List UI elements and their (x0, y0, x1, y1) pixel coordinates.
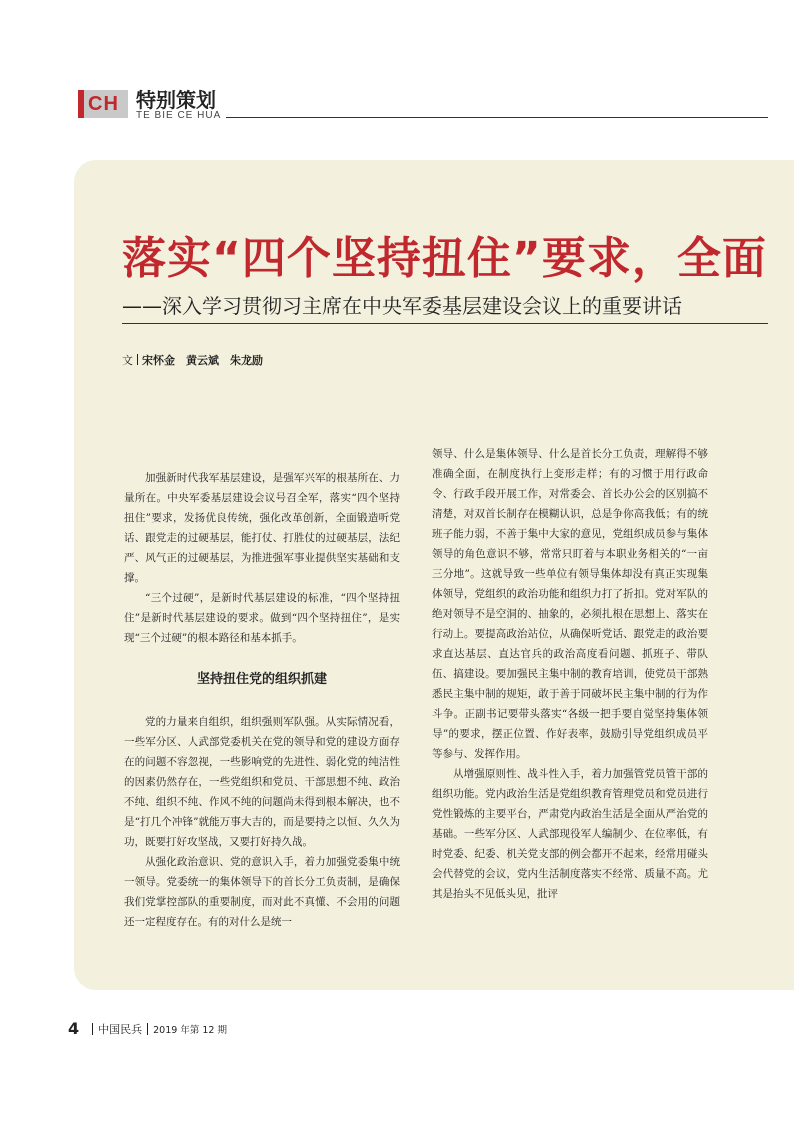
article-subheadline: ——深入学习贯彻习主席在中央军委基层建设会议上的重要讲话 (122, 294, 682, 318)
paragraph: 党的力量来自组织，组织强则军队强。从实际情况看，一些军分区、人武部党委机关在党的领导和党的建设方面存在的问题不容忽视，一些影响党的先进性、弱化党的纯洁性的因素仍然存在，一些党组织和党员、干部思想不纯、政治不纯、组织不纯、作风不纯的问题尚未得到根本解决，也不是“打几个冲锋”就能万事大吉的，而是要持之以恒、久久为功，既要打好攻坚战，又要打好持久战。 (124, 716, 400, 848)
byline (122, 352, 263, 368)
section-pinyin: TE BIE CE HUA (136, 110, 222, 121)
body-column-left (124, 468, 400, 932)
paragraph: “三个过硬”，是新时代基层建设的标准，“四个坚持扭住”是新时代基层建设的要求。做到“四个坚持扭住”，是实现“三个过硬”的根本路径和基本抓手。 (124, 592, 400, 644)
subheadline-rule (122, 323, 768, 324)
article-headline: 落实“四个坚持扭住”要求，全面 (122, 233, 767, 284)
footer-separator (92, 1023, 93, 1035)
body-column-right (432, 444, 708, 904)
issue-label: 2019 年第 12 期 (153, 1025, 227, 1036)
paragraph: 从增强原则性、战斗性入手，着力加强管党员管干部的组织功能。党内政治生活是党组织教育管理党员和党员进行党性锻炼的主要平台，严肃党内政治生活是全面从严治党的基础。一些军分区、人武部现役军人编制少、在位率低，有时党委、纪委、机关党支部的例会都开不起来，经常用碰头会代替党的会议，党内生活制度落实不经常、质量不高。尤其是抬头不见低头见，批评 (432, 768, 708, 900)
byline-prefix: 文 (122, 354, 133, 367)
section-title: 特别策划 (136, 88, 216, 112)
magazine-name: 中国民兵 (98, 1023, 143, 1036)
paragraph-continued: 领导、什么是集体领导、什么是首长分工负责，理解得不够准确全面，在制度执行上变形走样；有的习惯于用行政命令、行政手段开展工作，对常委会、首长办公会的区别搞不清楚，对双首长制存在模糊认识，总是争你高我低；有的统班子能力弱，不善于集中大家的意见，党组织成员参与集体领导的角色意识不够，常常只盯着与本职业务相关的“一亩三分地”。这就导致一些单位有领导集体却没有真正实现集体领导，党组织的政治功能和组织力打了折扣。党对军队的绝对领导不是空洞的、抽象的，必须扎根在思想上、落实在行动上。要提高政治站位，从确保听党话、跟党走的政治要求直达基层、直达官兵的政治高度看问题、抓班子、带队伍、搞建设。要加强民主集中制的教育培训，使党员干部熟悉民主集中制的规矩，敢于善于同破坏民主集中制的行为作斗争。正副书记要带头落实“各级一把手要自觉坚持集体领导”的要求，摆正位置、作好表率，鼓励引导党组织成员平等参与、发挥作用。 (432, 448, 708, 760)
page-number: 4 (68, 1019, 80, 1038)
badge-accent-bar (78, 90, 84, 118)
section-code: CH (88, 93, 119, 115)
byline-authors: 宋怀金 黄云斌 朱龙励 (142, 354, 263, 367)
byline-separator (137, 354, 138, 365)
header-rule (226, 117, 768, 118)
page-footer (68, 1019, 227, 1038)
footer-separator (147, 1023, 148, 1035)
paragraph: 加强新时代我军基层建设，是强军兴军的根基所在、力量所在。中央军委基层建设会议号召全军，落实“四个坚持扭住”要求，发扬优良传统，强化改革创新，全面锻造听党话、跟党走的过硬基层，能打仗、打胜仗的过硬基层，法纪严、风气正的过硬基层，为推进强军事业提供坚实基础和支撑。 (124, 472, 400, 584)
paragraph: 从强化政治意识、党的意识入手，着力加强党委集中统一领导。党委统一的集体领导下的首长分工负责制，是确保我们党掌控部队的重要制度，而对此不真懂、不会用的问题还一定程度存在。有的对什么是统一 (124, 856, 400, 928)
section-heading: 坚持扭住党的组织抓建 (196, 672, 327, 687)
section-badge (78, 90, 128, 118)
